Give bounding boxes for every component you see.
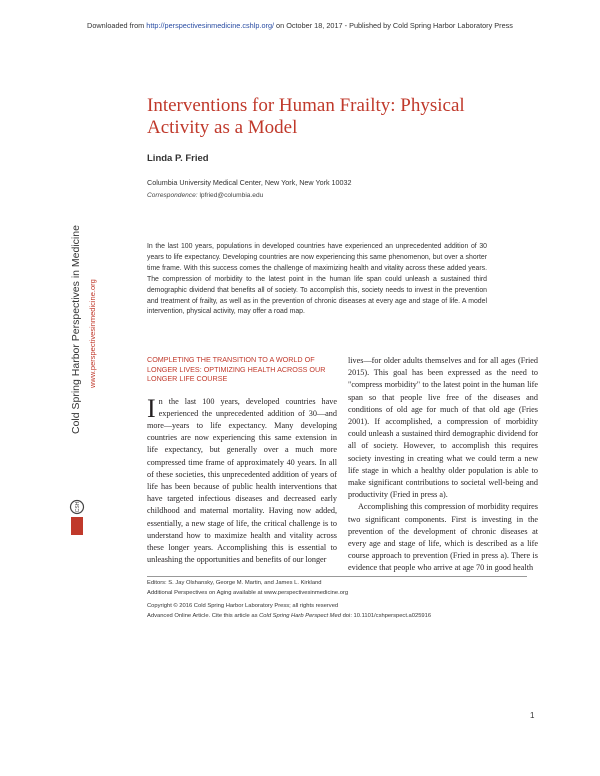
csh-logo-icon [69, 497, 85, 537]
footnote-divider [147, 576, 527, 577]
spine-journal-name: Cold Spring Harbor Perspectives in Medicine [70, 225, 82, 434]
svg-text:CSH: CSH [75, 501, 81, 513]
abstract: In the last 100 years, populations in developed countries have experienced an unprecedented addition of 30 years to life expectancy. Developing countries are now experiencing this same phenomenon, but over a shorter time frame. With this success comes the challenge of maximizing health and vitality across these added years. The compression of morbidity to the latest point in the human life span could unleash a sustained third demographic dividend that benefits all of society. To accomplish this, society needs to invest in the prevention and treatment of frailty, as well as in the prevention of chronic diseases at every age and stage of life. A model intervention, physical activity, may offer a road map. [147, 243, 487, 316]
correspondence [147, 192, 263, 199]
paragraph [147, 393, 337, 567]
page-number: 1 [530, 711, 535, 720]
paragraph-text: n the last 100 years, developed countries have experienced the unprecedented addition of 30—and more—years to life expectancy. Many developing countries are now experiencing this same extension in life expectancy, but generally over a much more compressed time frame of approximately 40 years. In all of these societies, this unprecedented addition of years of life has been because of public health interventions that have targeted infectious diseases and decreased early childhood and maternal mortality. Having now added, essentially, a new stage of life, the critical challenge is to understand how to maximize health and vitality across these longer years. Accomplishing this is essential to unleashing the opportunities and benefits of our longer [147, 396, 337, 565]
paragraph: lives—for older adults themselves and for all ages (Fried 2015). This goal has been expressed as the need to "compress morbidity" to the latest point in the human life span so that people live free of the diseases and conditions of old age for much of that old age (Fries 2001). If accomplished, a compression of morbidity could unleash a sustained third demographic dividend for all of society. However, to accomplish this requires society investing in creating what we could term a new life stage in which a healthy older population is able to make significant contributions to societal well-being and productivity (Fried in press a). [348, 356, 538, 500]
dropcap: I [147, 393, 156, 423]
download-suffix: on October 18, 2017 - Published by Cold Spring Harbor Laboratory Press [274, 21, 513, 30]
footer-citation [147, 613, 431, 619]
citation-doi: doi: 10.1101/cshperspect.a025916 [340, 613, 432, 619]
download-link[interactable]: http://perspectivesinmedicine.cshlp.org/ [146, 21, 275, 30]
spine-journal-url[interactable]: www.perspectivesinmedicine.org [88, 279, 97, 388]
body-column-left [147, 355, 337, 566]
article-author: Linda P. Fried [147, 153, 209, 164]
correspondence-label: Correspondence: [147, 192, 198, 199]
paragraph-text: Accomplishing this compression of morbidity requires two significant components. First is investing in the prevention of the development of chronic diseases at every age and stage of life, which is described as a life course approach to prevention (Fried in press a). There is evidence that people who arrive at age 70 in good health [348, 502, 538, 573]
author-affiliation: Columbia University Medical Center, New York, New York 10032 [147, 178, 352, 187]
paragraph [348, 501, 538, 574]
download-prefix: Downloaded from [87, 21, 147, 30]
correspondence-email[interactable]: lpfried@columbia.edu [199, 192, 264, 199]
footer-additional: Additional Perspectives on Aging available at www.perspectivesinmedicine.org [147, 590, 349, 596]
footer-editors: Editors: S. Jay Olshansky, George M. Martin, and James L. Kirkland [147, 580, 322, 586]
footer-copyright: Copyright © 2016 Cold Spring Harbor Laboratory Press; all rights reserved [147, 603, 339, 609]
citation-prefix: Advanced Online Article. Cite this article as [147, 613, 260, 619]
section-heading: COMPLETING THE TRANSITION TO A WORLD OF LONGER LIVES: OPTIMIZING HEALTH ACROSS OUR LONGER LIFE COURSE [147, 355, 326, 383]
article-title: Interventions for Human Frailty: Physical Activity as a Model [147, 95, 465, 138]
download-banner [0, 21, 600, 30]
citation-journal: Cold Spring Harb Perspect Med [259, 613, 341, 619]
journal-spine [52, 221, 112, 541]
body-column-right [348, 355, 538, 575]
